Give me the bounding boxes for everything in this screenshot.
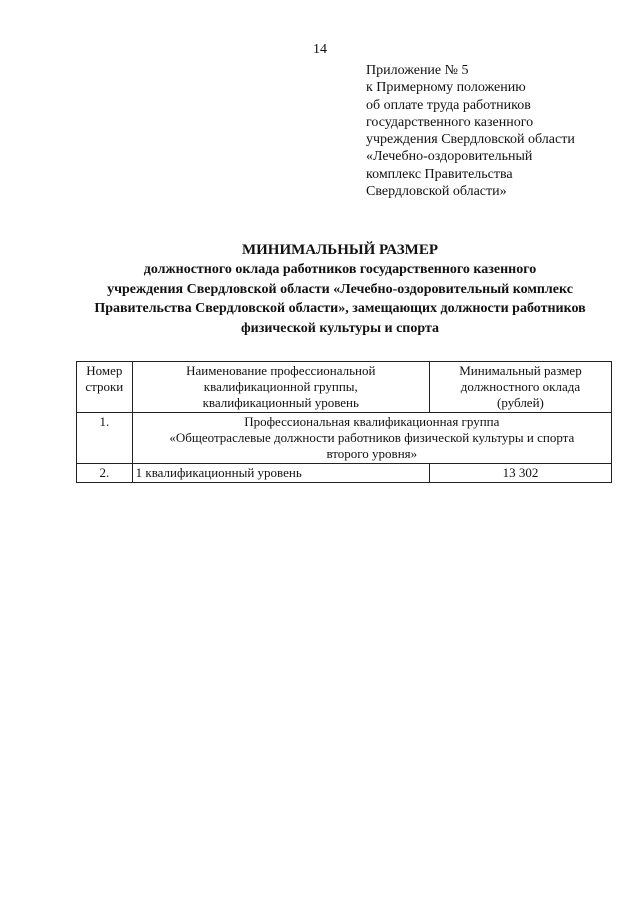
appendix-line: государственного казенного (366, 114, 534, 130)
salary-value: 13 302 (429, 464, 611, 483)
header-text: квалификационный уровень (202, 395, 359, 410)
header-text: Номер (86, 363, 123, 378)
appendix-line: об оплате труда работников (366, 97, 531, 113)
heading-line: Правительства Свердловской области», замещающих должности работников (94, 301, 586, 317)
page-number: 14 (313, 42, 327, 57)
qualification-level: 1 квалификационный уровень (132, 464, 429, 483)
header-text: Наименование профессиональной (186, 363, 376, 378)
appendix-line: Приложение № 5 (366, 63, 469, 78)
group-title (132, 413, 611, 464)
header-text: Минимальный размер (459, 363, 582, 378)
document-title: МИНИМАЛЬНЫЙ РАЗМЕР (241, 242, 438, 258)
header-text: квалификационной группы, (203, 379, 358, 394)
header-text: строки (85, 379, 124, 394)
document-heading (60, 240, 620, 338)
group-line: Профессиональная квалификационная группа (244, 414, 500, 429)
salary-table (76, 361, 612, 483)
appendix-line: комплекс Правительства (366, 166, 513, 182)
row-number: 1. (77, 413, 133, 464)
heading-line: должностного оклада работников государственного казенного (143, 262, 537, 277)
group-line: второго уровня» (326, 446, 418, 461)
appendix-line: Свердловской области» (366, 184, 507, 200)
header-salary (429, 362, 611, 413)
appendix-line: «Лечебно-оздоровительный (366, 149, 533, 165)
header-text: должностного оклада (460, 379, 581, 394)
heading-line: физической культуры и спорта (240, 320, 440, 336)
appendix-line: учреждения Свердловской области (366, 132, 575, 148)
heading-line: учреждения Свердловской области «Лечебно-оздоровительный комплекс (107, 281, 573, 297)
table-row (77, 464, 612, 483)
header-text: (рублей) (497, 395, 544, 410)
appendix-block (366, 62, 626, 200)
header-number (77, 362, 133, 413)
appendix-line: к Примерному положению (366, 80, 526, 96)
header-name (132, 362, 429, 413)
row-number: 2. (77, 464, 133, 483)
group-line: «Общеотраслевые должности работников физической культуры и спорта (169, 430, 575, 445)
table-header-row (77, 362, 612, 413)
table-row (77, 413, 612, 464)
